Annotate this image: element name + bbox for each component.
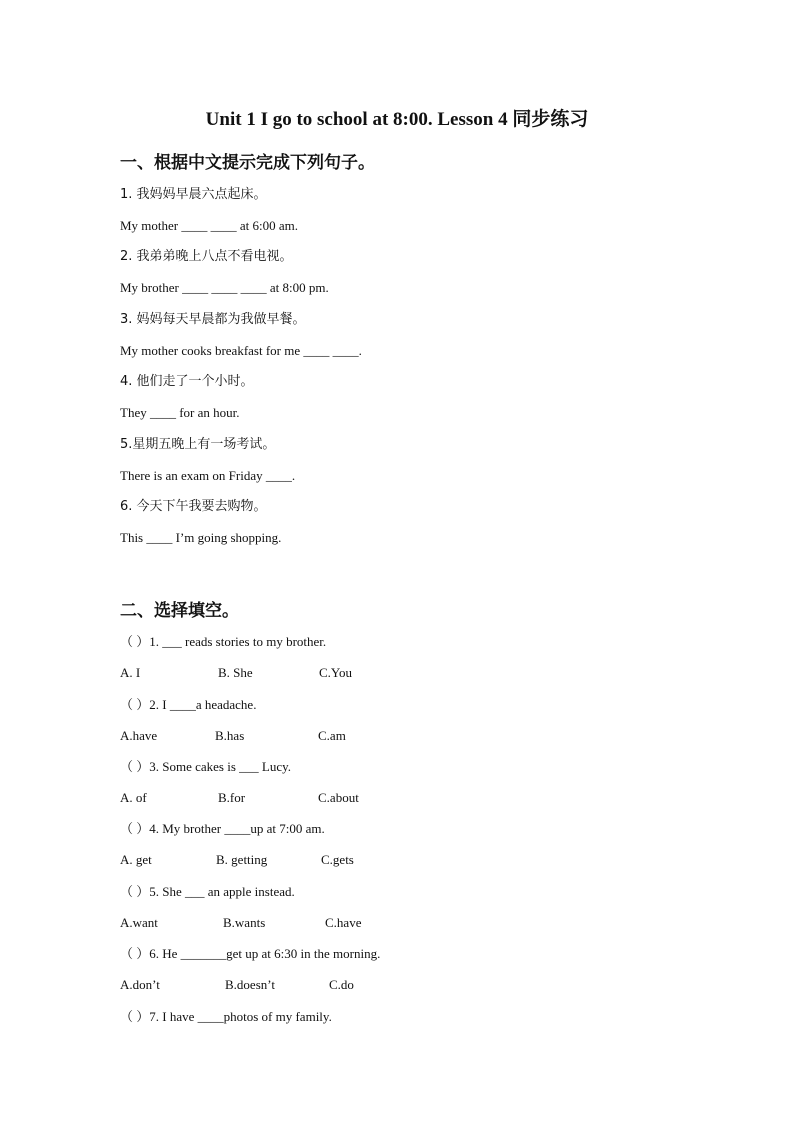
s1-q4-sentence: They ____ for an hour. (120, 405, 240, 420)
option-b: B.has (215, 728, 245, 743)
page-title: Unit 1 I go to school at 8:00. Lesson 4 同步练习 (205, 109, 589, 130)
s1-q4-prompt: 4. 他们走了一个小时。 (120, 374, 254, 389)
option-a: A. I (120, 665, 141, 680)
s2-q3-options (120, 790, 520, 806)
s2-q1-options (120, 665, 520, 681)
option-a: A. get (120, 852, 152, 867)
s1-q1-sentence: My mother ____ ____ at 6:00 am. (120, 218, 299, 233)
s1-q5-prompt: 5.星期五晚上有一场考试。 (120, 437, 276, 452)
option-a: A. of (120, 790, 147, 805)
s2-q2-question: （ ）2. I ____a headache. (120, 697, 257, 712)
s2-q3-question: （ ）3. Some cakes is ___ Lucy. (120, 759, 292, 774)
s1-q1-prompt: 1. 我妈妈早晨六点起床。 (120, 187, 267, 202)
option-c: C.have (325, 915, 362, 930)
s2-q2-options (120, 728, 520, 744)
option-a: A.have (120, 728, 158, 743)
option-b: B.for (218, 790, 246, 805)
s1-q5-sentence: There is an exam on Friday ____. (120, 468, 296, 483)
option-a: A.don’t (120, 977, 160, 992)
s2-q4-options (120, 852, 520, 868)
s1-q3-sentence: My mother cooks breakfast for me ____ ____. (120, 343, 362, 358)
s2-q6-question: （ ）6. He _______get up at 6:30 in the morning. (120, 946, 381, 961)
s1-q2-sentence: My brother ____ ____ ____ at 8:00 pm. (120, 280, 329, 295)
option-c: C.gets (321, 852, 354, 867)
option-b: B. getting (216, 852, 268, 867)
option-b: B.doesn’t (225, 977, 275, 992)
s2-q5-options (120, 915, 520, 931)
s1-q6-prompt: 6. 今天下午我要去购物。 (120, 499, 267, 514)
s2-q7-question: （ ）7. I have ____photos of my family. (120, 1009, 332, 1024)
option-c: C.do (329, 977, 354, 992)
s2-q1-question: （ ）1. ___ reads stories to my brother. (120, 634, 327, 649)
option-b: B. She (218, 665, 253, 680)
option-a: A.want (120, 915, 158, 930)
option-c: C.You (319, 665, 353, 680)
s2-q6-options (120, 977, 520, 993)
option-b: B.wants (223, 915, 266, 930)
option-c: C.am (318, 728, 346, 743)
s2-q4-question: （ ）4. My brother ____up at 7:00 am. (120, 821, 325, 836)
section2-heading: 二、选择填空。 (120, 601, 239, 621)
s1-q3-prompt: 3. 妈妈每天早晨都为我做早餐。 (120, 312, 306, 327)
section1-heading: 一、根据中文提示完成下列句子。 (120, 153, 375, 173)
s1-q2-prompt: 2. 我弟弟晚上八点不看电视。 (120, 249, 293, 264)
s1-q6-sentence: This ____ I’m going shopping. (120, 530, 282, 545)
option-c: C.about (318, 790, 359, 805)
s2-q5-question: （ ）5. She ___ an apple instead. (120, 884, 295, 899)
